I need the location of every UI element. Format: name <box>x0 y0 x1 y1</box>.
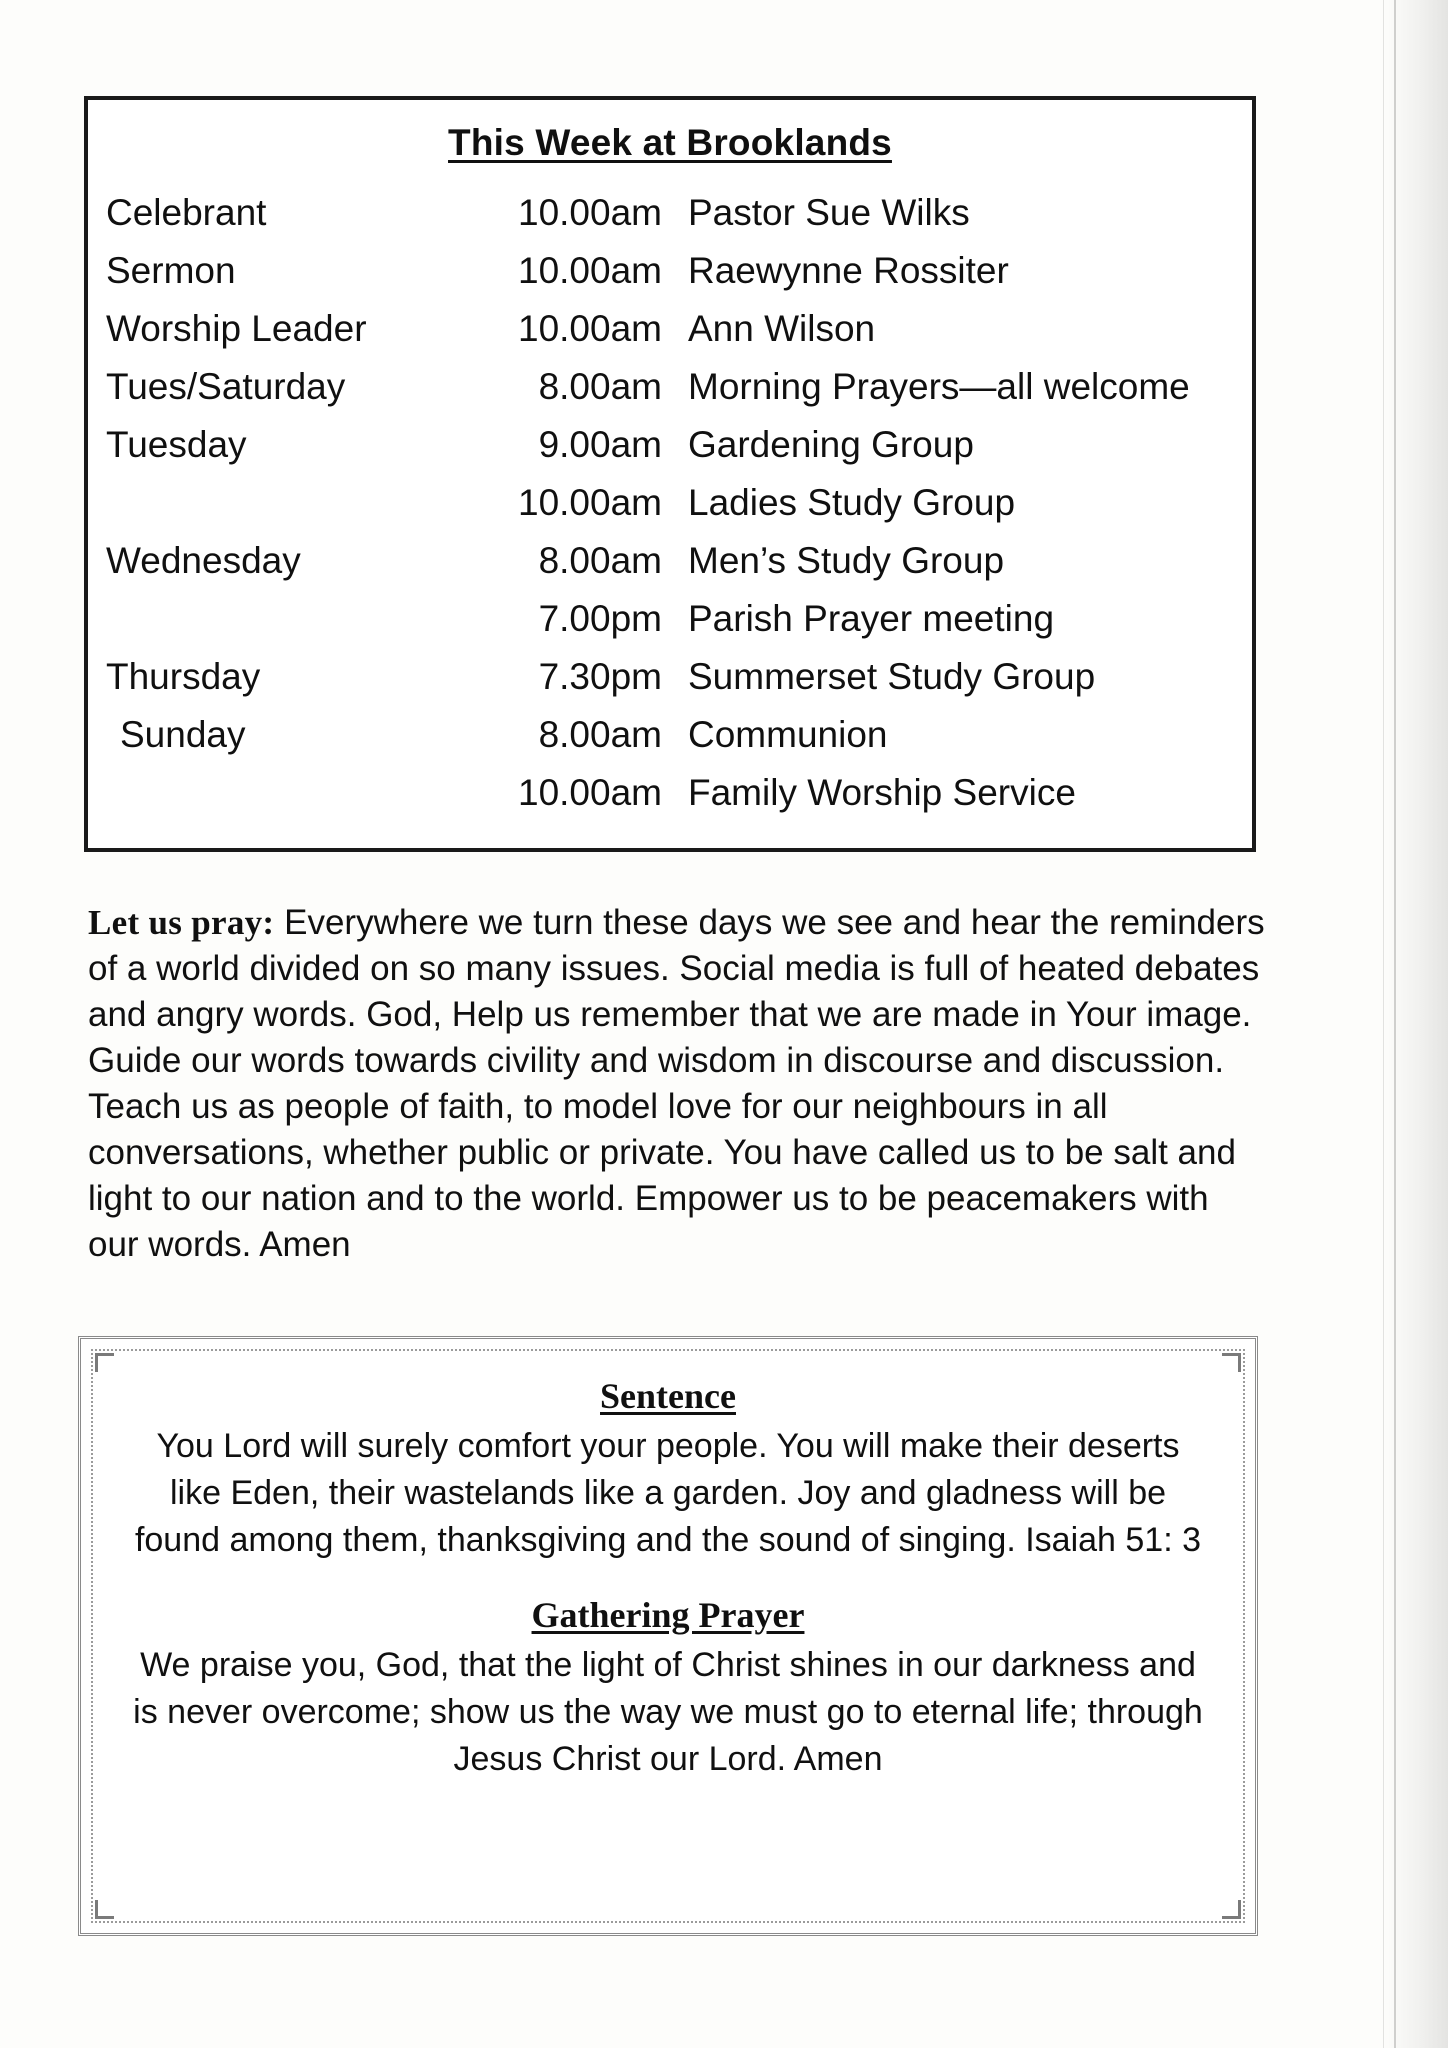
schedule-time: 10.00am <box>518 250 662 291</box>
schedule-day: Celebrant <box>106 192 267 233</box>
frame-corner-top-left <box>95 1353 114 1372</box>
schedule-row <box>88 416 1252 474</box>
sentence-heading: Sentence <box>600 1376 736 1416</box>
section-spacer <box>133 1564 1203 1594</box>
schedule-description: Gardening Group <box>688 424 974 465</box>
schedule-day: Thursday <box>106 656 261 697</box>
sentence-inner-frame <box>91 1349 1245 1923</box>
schedule-description: Summerset Study Group <box>688 656 1096 697</box>
schedule-description: Morning Prayers—all welcome <box>688 366 1190 407</box>
let-us-pray-text: Everywhere we turn these days we see and hear the reminders of a world divided on so many issues. Social media is full of heated debates and angry words. God, Help us remember that we are made in Your image. Guide our words towards civility and wisdom in discourse and discussion. Teach us as people of faith, to model love for our neighbours in all conversations, whether public or private. You have called us to be salt and light to our nation and to the world. Empower us to be peacemakers with our words. Amen <box>88 903 1265 1264</box>
frame-corner-bottom-right <box>1222 1900 1241 1919</box>
schedule-time: 10.00am <box>518 482 662 523</box>
schedule-day: Wednesday <box>106 540 301 581</box>
schedule-day: Worship Leader <box>106 308 367 349</box>
gathering-prayer-body: We praise you, God, that the light of Christ shines in our darkness and is never overcome; show us the way we must go to eternal life; through Jesus Christ our Lord. Amen <box>133 1646 1203 1778</box>
schedule-time: 10.00am <box>518 772 662 813</box>
frame-corner-bottom-left <box>95 1900 114 1919</box>
schedule-row <box>88 242 1252 300</box>
schedule-day: Sermon <box>106 250 236 291</box>
schedule-row <box>88 532 1252 590</box>
schedule-time: 10.00am <box>518 192 662 233</box>
schedule-row <box>88 764 1252 822</box>
scan-edge-shadow <box>1383 0 1448 2048</box>
schedule-time: 8.00am <box>538 714 662 755</box>
schedule-time: 10.00am <box>518 308 662 349</box>
schedule-row <box>88 358 1252 416</box>
let-us-pray-label: Let us pray: <box>88 903 275 942</box>
schedule-day: Sunday <box>120 714 246 755</box>
schedule-row <box>88 590 1252 648</box>
schedule-description: Communion <box>688 714 888 755</box>
sentence-and-gathering-prayer-box <box>78 1336 1258 1936</box>
schedule-time: 7.30pm <box>538 656 662 697</box>
schedule-row <box>88 706 1252 764</box>
schedule-description: Raewynne Rossiter <box>688 250 1009 291</box>
schedule-time: 8.00am <box>538 540 662 581</box>
schedule-day: Tuesday <box>106 424 247 465</box>
schedule-row <box>88 648 1252 706</box>
sentence-body: You Lord will surely comfort your people. You will make their deserts like Eden, their wastelands like a garden. Joy and gladness will be found among them, thanksgiving and the sound of singing. Isaiah 51: 3 <box>134 1427 1202 1559</box>
scan-edge-line <box>1394 0 1396 2048</box>
schedule-description: Family Worship Service <box>688 772 1076 813</box>
schedule-day: Tues/Saturday <box>106 366 346 407</box>
schedule-title: This Week at Brooklands <box>448 122 892 163</box>
gathering-prayer-heading: Gathering Prayer <box>531 1595 805 1635</box>
schedule-row <box>88 184 1252 242</box>
weekly-schedule-box <box>84 96 1256 852</box>
schedule-description: Men’s Study Group <box>688 540 1005 581</box>
schedule-time: 7.00pm <box>538 598 662 639</box>
frame-corner-top-right <box>1222 1353 1241 1372</box>
schedule-description: Ladies Study Group <box>688 482 1016 523</box>
schedule-time: 8.00am <box>538 366 662 407</box>
schedule-row <box>88 474 1252 532</box>
schedule-description: Pastor Sue Wilks <box>688 192 970 233</box>
let-us-pray-paragraph <box>88 900 1268 1268</box>
schedule-description: Parish Prayer meeting <box>688 598 1055 639</box>
schedule-time: 9.00am <box>538 424 662 465</box>
schedule-description: Ann Wilson <box>688 308 876 349</box>
schedule-row <box>88 300 1252 358</box>
